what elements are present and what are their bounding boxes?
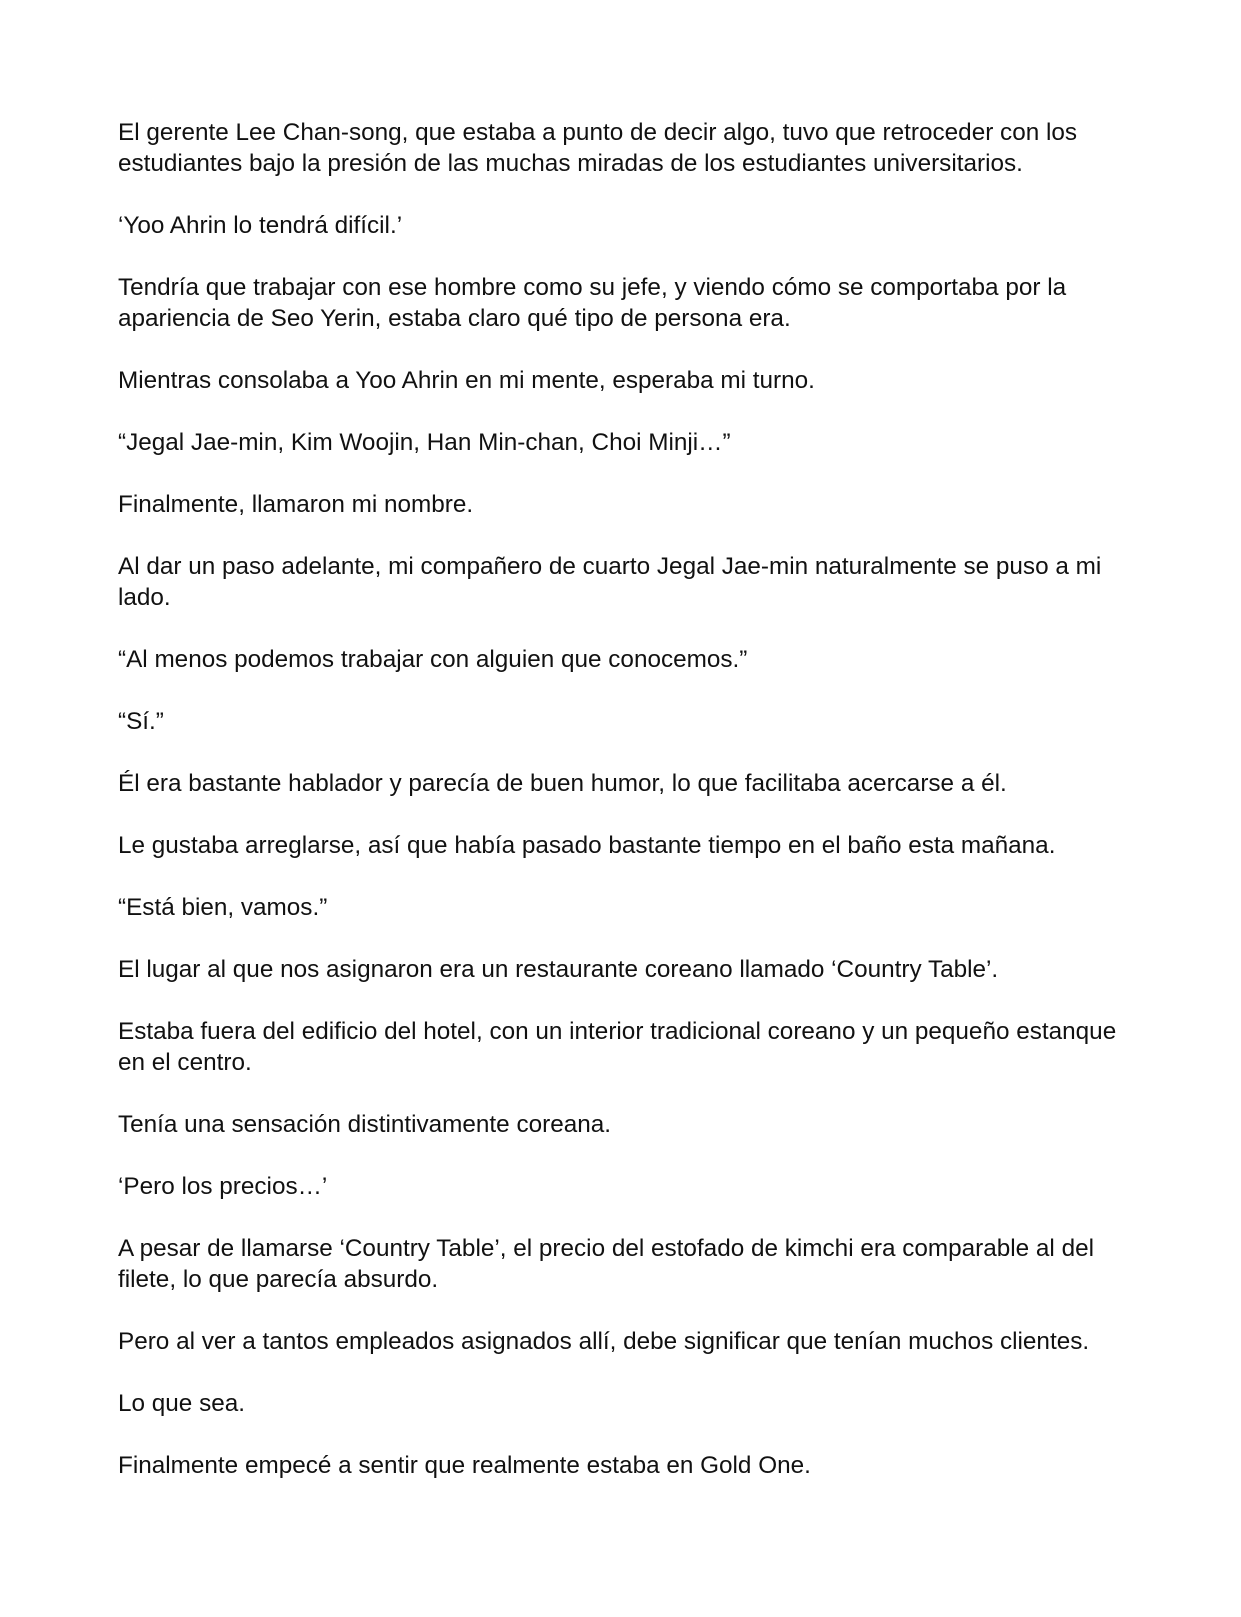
paragraph: “Al menos podemos trabajar con alguien que conocemos.”	[118, 646, 748, 673]
paragraph: Tendría que trabajar con ese hombre como su jefe, y viendo cómo se comportaba por la apariencia de Seo Yerin, estaba claro qué tipo de persona era.	[118, 274, 1067, 332]
paragraph: Finalmente empecé a sentir que realmente estaba en Gold One.	[118, 1452, 811, 1479]
paragraph: ‘Pero los precios…’	[118, 1173, 328, 1200]
paragraph: Estaba fuera del edificio del hotel, con un interior tradicional coreano y un pequeño estanque en el centro.	[118, 1018, 1117, 1076]
paragraph: ‘Yoo Ahrin lo tendrá difícil.’	[118, 212, 403, 239]
paragraph: Al dar un paso adelante, mi compañero de cuarto Jegal Jae-min naturalmente se puso a mi lado.	[118, 553, 1102, 611]
paragraph: Pero al ver a tantos empleados asignados allí, debe significar que tenían muchos clientes.	[118, 1328, 1090, 1355]
document-body	[118, 117, 1128, 1512]
paragraph: Él era bastante hablador y parecía de buen humor, lo que facilitaba acercarse a él.	[118, 770, 1007, 797]
paragraph: El lugar al que nos asignaron era un restaurante coreano llamado ‘Country Table’.	[118, 956, 999, 983]
paragraph: A pesar de llamarse ‘Country Table’, el precio del estofado de kimchi era comparable al del filete, lo que parecía absurdo.	[118, 1235, 1095, 1293]
paragraph: “Sí.”	[118, 708, 164, 735]
paragraph: Mientras consolaba a Yoo Ahrin en mi mente, esperaba mi turno.	[118, 367, 815, 394]
paragraph: Finalmente, llamaron mi nombre.	[118, 491, 474, 518]
paragraph: “Jegal Jae-min, Kim Woojin, Han Min-chan, Choi Minji…”	[118, 429, 731, 456]
paragraph: Lo que sea.	[118, 1390, 245, 1417]
paragraph: Le gustaba arreglarse, así que había pasado bastante tiempo en el baño esta mañana.	[118, 832, 1056, 859]
paragraph: El gerente Lee Chan-song, que estaba a punto de decir algo, tuvo que retroceder con los estudiantes bajo la presión de las muchas miradas de los estudiantes universitarios.	[118, 119, 1078, 177]
paragraph: Tenía una sensación distintivamente coreana.	[118, 1111, 611, 1138]
paragraph: “Está bien, vamos.”	[118, 894, 328, 921]
